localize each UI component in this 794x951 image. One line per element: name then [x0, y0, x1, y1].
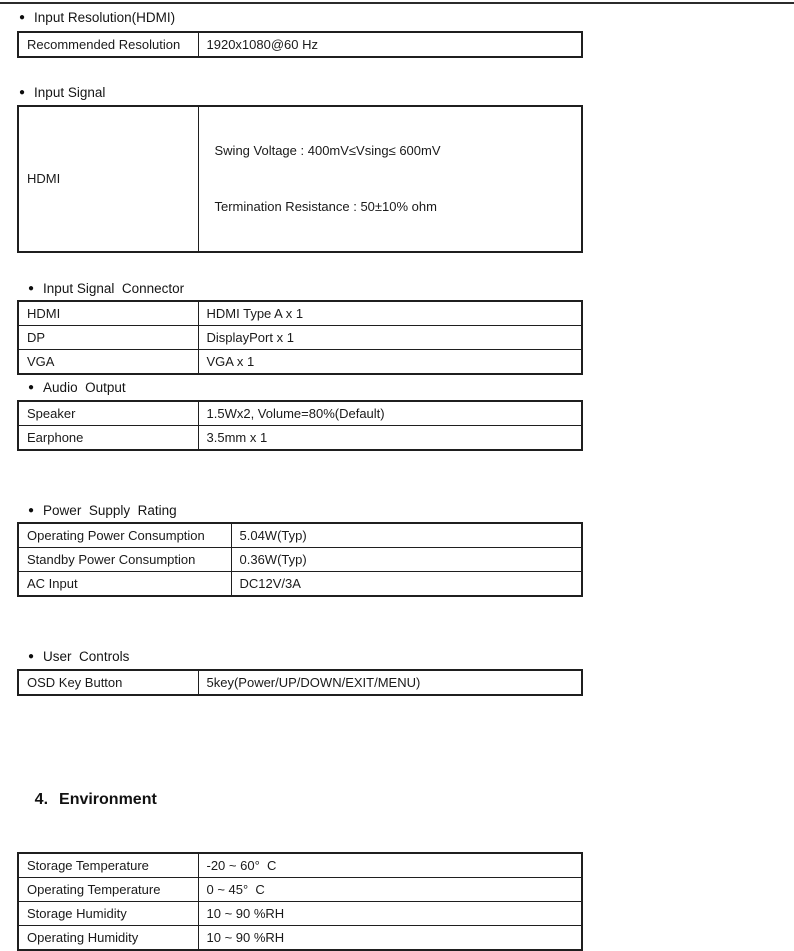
- chapter-number: 4.: [34, 791, 49, 808]
- table-row: [18, 401, 582, 426]
- spec-value: 10 ~ 90 %RH: [198, 902, 582, 926]
- table-row: [18, 926, 582, 951]
- chapter-heading-environment: [0, 770, 794, 830]
- bullet-icon: ●: [28, 651, 35, 662]
- section-heading-input-signal-connector: [0, 280, 794, 297]
- spec-label: HDMI: [18, 106, 198, 252]
- section-heading-user-controls: [0, 648, 794, 665]
- spec-value: 3.5mm x 1: [198, 426, 582, 451]
- table-row: [18, 548, 582, 572]
- spec-label: Storage Temperature: [18, 853, 198, 878]
- table-row: [18, 878, 582, 902]
- spec-value: 5.04W(Typ): [231, 523, 582, 548]
- bullet-icon: ●: [28, 283, 35, 294]
- bullet-icon: ●: [28, 382, 35, 393]
- spec-value: 0.36W(Typ): [231, 548, 582, 572]
- spec-value: 5key(Power/UP/DOWN/EXIT/MENU): [198, 670, 582, 695]
- input-signal-table: [17, 105, 583, 253]
- section-title: Input Resolution(HDMI): [34, 10, 176, 25]
- bullet-icon: ●: [19, 87, 26, 98]
- spec-label: Operating Humidity: [18, 926, 198, 951]
- spec-label: Earphone: [18, 426, 198, 451]
- spec-label: Standby Power Consumption: [18, 548, 231, 572]
- section-title: Audio Output: [43, 380, 126, 395]
- bullet-icon: ●: [19, 12, 26, 23]
- spec-value-line: Swing Voltage : 400mV≤Vsing≤ 600mV: [214, 143, 441, 158]
- table-row: [18, 902, 582, 926]
- table-row: [18, 301, 582, 326]
- spec-value: DC12V/3A: [231, 572, 582, 597]
- spec-value: 10 ~ 90 %RH: [198, 926, 582, 951]
- section-heading-audio-output: [0, 379, 794, 396]
- spec-value: 1920x1080@60 Hz: [198, 32, 582, 57]
- spec-label: Speaker: [18, 401, 198, 426]
- table-row: [18, 572, 582, 597]
- spec-value: 0 ~ 45° C: [198, 878, 582, 902]
- spec-value-line: Termination Resistance : 50±10% ohm: [214, 199, 437, 214]
- table-row: [18, 326, 582, 350]
- power-supply-rating-table: [17, 522, 583, 597]
- spec-label: Operating Temperature: [18, 878, 198, 902]
- audio-output-table: [17, 400, 583, 451]
- table-row: [18, 670, 582, 695]
- spec-label: AC Input: [18, 572, 231, 597]
- spec-label: OSD Key Button: [18, 670, 198, 695]
- table-row: [18, 106, 582, 252]
- spec-value: DisplayPort x 1: [198, 326, 582, 350]
- table-row: [18, 853, 582, 878]
- table-row: [18, 350, 582, 375]
- spec-value: VGA x 1: [198, 350, 582, 375]
- spec-label: DP: [18, 326, 198, 350]
- section-title: Input Signal Connector: [43, 281, 185, 296]
- spec-label: Operating Power Consumption: [18, 523, 231, 548]
- table-row: [18, 32, 582, 57]
- spec-label: VGA: [18, 350, 198, 375]
- table-row: [18, 426, 582, 451]
- spec-label: HDMI: [18, 301, 198, 326]
- section-heading-input-signal: [0, 84, 794, 101]
- spec-label: Recommended Resolution: [18, 32, 198, 57]
- section-title: User Controls: [43, 649, 130, 664]
- spec-value: HDMI Type A x 1: [198, 301, 582, 326]
- section-title: Power Supply Rating: [43, 503, 177, 518]
- section-heading-power-supply-rating: [0, 502, 794, 519]
- section-heading-input-resolution: [0, 9, 794, 26]
- bullet-icon: ●: [28, 505, 35, 516]
- input-signal-connector-table: [17, 300, 583, 375]
- section-title: Input Signal: [34, 85, 106, 100]
- table-row: [18, 523, 582, 548]
- spec-label: Storage Humidity: [18, 902, 198, 926]
- chapter-title: Environment: [59, 791, 157, 808]
- environment-table: [17, 852, 583, 951]
- spec-value: [198, 106, 582, 252]
- spec-value: 1.5Wx2, Volume=80%(Default): [198, 401, 582, 426]
- spec-value: -20 ~ 60° C: [198, 853, 582, 878]
- input-resolution-table: [17, 31, 583, 58]
- user-controls-table: [17, 669, 583, 696]
